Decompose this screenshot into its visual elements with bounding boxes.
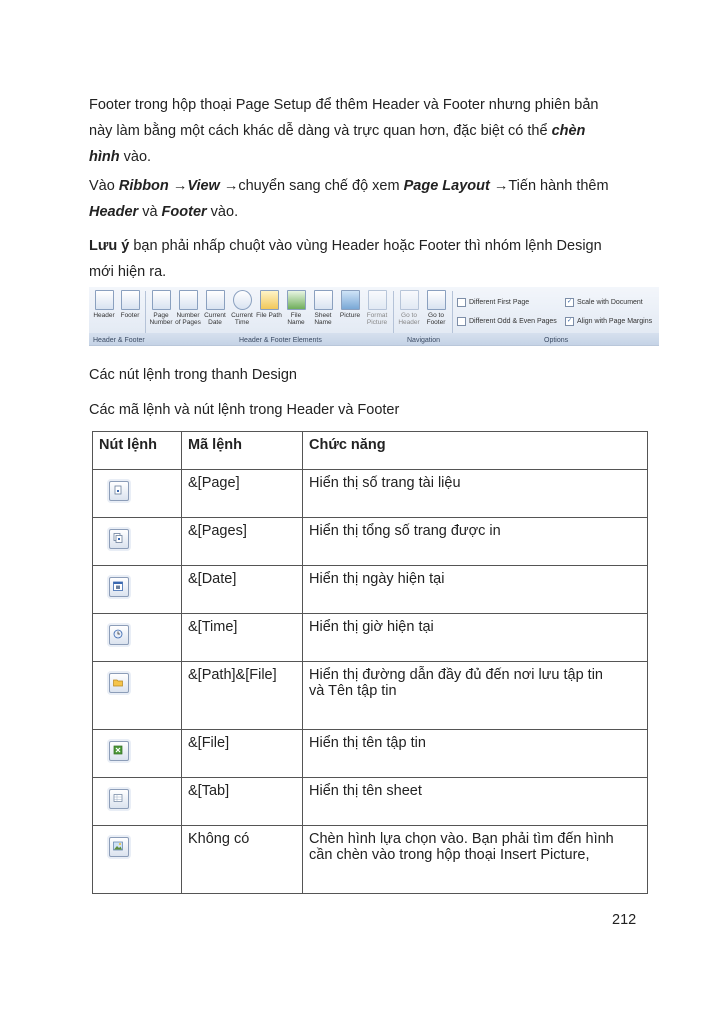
checkbox-box (457, 317, 466, 326)
button-cell (93, 662, 182, 730)
page-number-icon (152, 290, 171, 310)
current-date-button[interactable]: Current Date (202, 290, 228, 326)
format-picture-button[interactable]: Format Picture (364, 290, 390, 326)
header-term: Header (89, 204, 139, 220)
file-name-icon (287, 290, 306, 310)
footer-button[interactable]: Footer (117, 290, 143, 319)
code-cell: &[Date] (182, 566, 303, 614)
checkbox-box (457, 298, 466, 307)
file-path-button[interactable]: File Path (256, 290, 282, 319)
button-cell (93, 614, 182, 662)
page-layout-term: Page Layout (403, 178, 490, 194)
button-cell (93, 470, 182, 518)
view-term: View (187, 178, 220, 194)
group-label-options: Options (544, 337, 569, 344)
code-cell: &[File] (182, 730, 303, 778)
code-cell: Không có (182, 826, 303, 894)
instructions-line-1: Vào Ribbon →View →chuyển sang chế độ xem Page Layout →Tiến hành thêm (89, 178, 609, 194)
group-label-elements: Header & Footer Elements (239, 337, 322, 344)
table-header-row (93, 432, 648, 470)
arrow-icon: → (223, 178, 239, 194)
table-row (93, 566, 648, 614)
current-time-icon (233, 290, 252, 310)
picture-icon (109, 837, 129, 857)
file-name-button[interactable]: File Name (283, 290, 309, 326)
footer-icon (121, 290, 140, 310)
page-number-icon (109, 481, 129, 501)
column-header-function: Chức năng (303, 432, 648, 470)
ribbon-group-bar (89, 333, 659, 345)
header-button[interactable]: Header (91, 290, 117, 319)
go-to-header-icon (400, 290, 419, 310)
go-to-footer-button[interactable]: Go to Footer (423, 290, 449, 326)
check-icon: ✓ (566, 299, 573, 305)
format-picture-icon (368, 290, 387, 310)
sheet-name-icon (314, 290, 333, 310)
picture-button[interactable]: Picture (337, 290, 363, 319)
number-of-pages-icon (109, 529, 129, 549)
group-label-header-footer: Header & Footer (93, 337, 145, 344)
code-cell: &[Pages] (182, 518, 303, 566)
button-cell (93, 778, 182, 826)
column-header-button: Nút lệnh (93, 432, 182, 470)
function-cell: Chèn hình lựa chọn vào. Bạn phải tìm đến hình cần chèn vào trong hộp thoại Insert Picture, (303, 826, 648, 894)
bold-chen: chèn (551, 123, 586, 139)
code-cell: &[Time] (182, 614, 303, 662)
ribbon-caption: Các nút lệnh trong thanh Design (89, 367, 297, 383)
page-number-button[interactable]: Page Number (148, 290, 174, 326)
note-label: Lưu ý (89, 238, 130, 254)
function-cell: Hiển thị ngày hiện tại (303, 566, 648, 614)
arrow-icon: → (172, 178, 188, 194)
sheet-name-button[interactable]: Sheet Name (310, 290, 336, 326)
table-row (93, 778, 648, 826)
button-cell (93, 518, 182, 566)
number-of-pages-button[interactable]: Number of Pages (175, 290, 201, 326)
function-cell: Hiển thị tổng số trang được in (303, 518, 648, 566)
number-of-pages-icon (179, 290, 198, 310)
current-time-icon (109, 625, 129, 645)
table-caption: Các mã lệnh và nút lệnh trong Header và Footer (89, 402, 400, 418)
bold-hinh: hình (89, 149, 120, 165)
check-icon: ✓ (566, 318, 573, 324)
current-date-icon (206, 290, 225, 310)
button-cell (93, 730, 182, 778)
button-cell (93, 566, 182, 614)
table-row (93, 662, 648, 730)
instructions-paragraph (89, 173, 649, 225)
current-time-button[interactable]: Current Time (229, 290, 255, 326)
scale-with-document-checkbox[interactable]: ✓ Scale with Document (566, 299, 643, 306)
code-cell: &[Path]&[File] (182, 662, 303, 730)
group-label-navigation: Navigation (407, 337, 441, 344)
align-with-page-margins-checkbox[interactable]: ✓ Align with Page Margins (566, 318, 653, 325)
file-path-icon (109, 673, 129, 693)
sheet-name-icon (109, 789, 129, 809)
table-row (93, 826, 648, 894)
note-line-1: Lưu ý bạn phải nhấp chuột vào vùng Header hoặc Footer thì nhóm lệnh Design (89, 238, 602, 254)
note-line-2: mới hiện ra. (89, 264, 167, 280)
current-date-icon (109, 577, 129, 597)
intro-line-3: hình vào. (89, 149, 152, 165)
table-row (93, 518, 648, 566)
intro-line-1: Footer trong hộp thoại Page Setup để thêm Header và Footer nhưng phiên bản (89, 97, 599, 113)
different-first-page-checkbox[interactable]: Different First Page (457, 298, 529, 307)
table-row (93, 730, 648, 778)
go-to-header-button[interactable]: Go to Header (396, 290, 422, 326)
footer-term: Footer (161, 204, 207, 220)
function-cell: Hiển thị giờ hiện tại (303, 614, 648, 662)
table-row (93, 614, 648, 662)
header-footer-codes-table (92, 431, 648, 894)
function-cell: Hiển thị tên tập tin (303, 730, 648, 778)
different-odd-even-checkbox[interactable]: Different Odd & Even Pages (457, 317, 557, 326)
intro-line-2: này làm bằng một cách khác dễ dàng và trực quan hơn, đặc biệt có thể chèn (89, 123, 586, 139)
code-cell: &[Page] (182, 470, 303, 518)
note-paragraph (89, 233, 649, 285)
column-header-code: Mã lệnh (182, 432, 303, 470)
function-cell: Hiển thị số trang tài liệu (303, 470, 648, 518)
page-number: 212 (612, 912, 637, 928)
go-to-footer-icon (427, 290, 446, 310)
ribbon-term: Ribbon (118, 178, 169, 194)
function-cell: Hiển thị đường dẫn đầy đủ đến nơi lưu tập tin và Tên tập tin (303, 662, 648, 730)
file-path-icon (260, 290, 279, 310)
design-ribbon (89, 287, 659, 346)
header-icon (95, 290, 114, 310)
intro-paragraph (89, 92, 649, 170)
function-cell: Hiển thị tên sheet (303, 778, 648, 826)
button-cell (93, 826, 182, 894)
file-name-icon (109, 741, 129, 761)
table-row (93, 470, 648, 518)
code-cell: &[Tab] (182, 778, 303, 826)
instructions-line-2: Header và Footer vào. (89, 204, 239, 220)
picture-icon (341, 290, 360, 310)
arrow-icon: → (493, 178, 509, 194)
